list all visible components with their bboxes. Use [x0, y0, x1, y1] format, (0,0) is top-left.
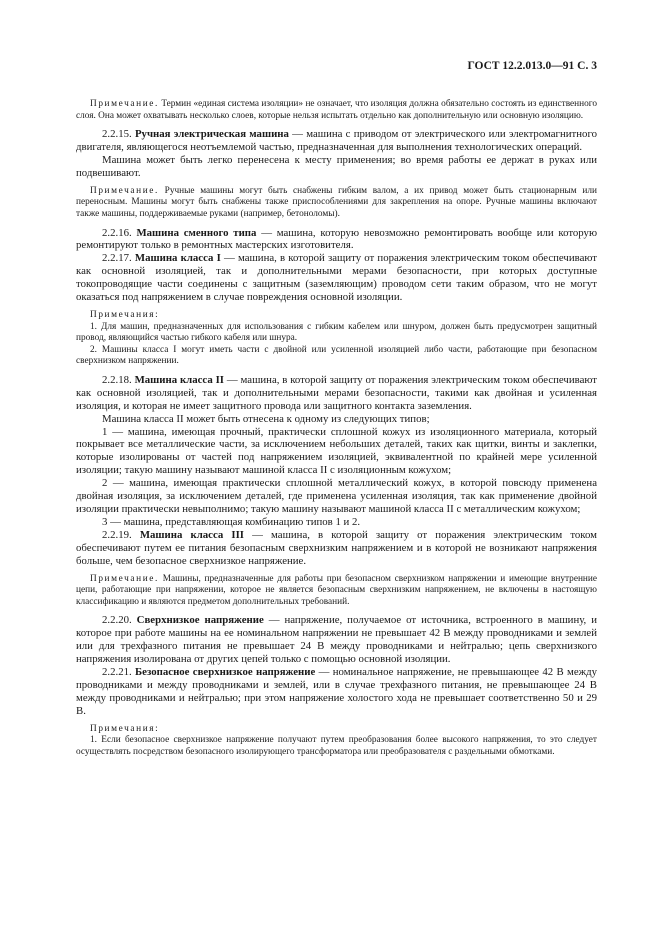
clause-2-2-21 — [76, 666, 597, 718]
note-label: Примечание. — [90, 185, 159, 196]
clause-number: 2.2.21. — [102, 665, 132, 678]
note-text: Машины, предназначенные для работы при безопасном сверхнизком напряжении и имеющие внутренние цепи, работающие при напряжении, которое не является безопасным сверхнизким напряжением, не включены в настоящую классификацию и являются предметом дополнительных требований. — [76, 573, 598, 607]
clause-text: — машина, в которой защиту от поражения электрическим током обеспечивают путем ее питания безопасным сверхнизким напряжением и в которой не возникают напряжения больше, чем безопасное сверхнизкое напряжение. — [76, 528, 598, 567]
clause-term: Машина класса III — [139, 528, 244, 541]
clause-number: 2.2.17. — [102, 252, 132, 265]
clause-2-2-19 — [76, 529, 597, 568]
note-text: Термин «единая система изоляции» не означает, что изоляция должна обязательно состоять из единственного слоя. Она может охватывать несколько слоев, которые нельзя испытать отдельно как дополнительную или основную изоляцию. — [76, 98, 597, 121]
clause-term: Ручная электрическая машина — [134, 128, 289, 141]
note-label: Примечания: — [90, 723, 160, 734]
clause-number: 2.2.16. — [102, 226, 132, 239]
clause-term: Машина класса II — [134, 373, 225, 386]
clause-paragraph: Машина класса II может быть отнесена к одному из следующих типов; — [102, 412, 430, 425]
note-block — [76, 99, 597, 122]
clause-text: — напряжение, получаемое от источника, встроенного в машину, и которое при работе машины на ее номинальном напряжении не превышает 42 В между проводниками и землей или для трехфазного питания не превышает 24 В между проводниками и нейтралью; цепь сверхнизкого напряжения изолирована от других цепей только с помощью основной изоляции. — [76, 614, 597, 665]
type-item-2: 2 — машина, имеющая практически сплошной металлический кожух, в которой повсюду применена двойная изоляция, за исключением деталей, где применена усиленная изоляция, так как применение двойной изоляции практически невыполнимо; такую машину называют машиной класса II с металлическим кожухом; — [76, 477, 597, 515]
clause-text: — машина, в которой защиту от поражения электрическим током обеспечивают как основной изоляцией, так и дополнительными мерами безопасности, такими как двойная и усиленная изоляция, и которая не имеет защитного провода или защитного контакта заземления. — [76, 373, 598, 412]
clause-number: 2.2.20. — [102, 614, 132, 627]
clause-term: Сверхнизкое напряжение — [136, 614, 264, 627]
notes-block — [76, 724, 597, 759]
clause-text: — машина с приводом от электрического или электромагнитного двигателя, являющегося неотъемлемой частью, предназначенная для выполнения технологических операций. — [76, 128, 597, 153]
note-item: 1. Если безопасное сверхнизкое напряжение получают путем преобразования более высокого напряжения, то это следует осуществлять посредством безопасного изолирующего трансформатора или преобразователя с раздельными обмотками. — [76, 735, 597, 757]
clause-2-2-18 — [76, 374, 597, 413]
notes-label — [76, 310, 597, 322]
clause-2-2-17 — [76, 252, 597, 304]
type-item-1: 1 — машина, имеющая прочный, практически сплошной кожух из изоляционного материала, который покрывает все металлические части, за исключением небольших деталей, таких как щитки, винты и заклепки, которые изолированы от частей под напряжением изоляцией, эквивалентной по крайней мере усиленной изоляции; такую машину называют машиной класса II с изоляционным кожухом; — [76, 425, 597, 477]
notes-block — [76, 310, 597, 368]
clause-term: Машина сменного типа — [136, 226, 257, 239]
note-label: Примечание. — [90, 98, 159, 109]
clause-number: 2.2.19. — [102, 528, 132, 541]
type-item-3: 3 — машина, представляющая комбинацию типов 1 и 2. — [102, 515, 361, 528]
clause-2-2-15 — [76, 128, 597, 154]
note-block — [76, 574, 597, 609]
clause-number: 2.2.15. — [102, 128, 132, 141]
clause-2-2-16 — [76, 227, 597, 253]
note-paragraph — [76, 186, 597, 221]
clause-2-2-20 — [76, 614, 597, 666]
notes-label — [76, 724, 597, 736]
clause-paragraph: Машина может быть легко перенесена к месту применения; во время работы ее держат в руках или подвешивают. — [76, 153, 597, 179]
clause-number: 2.2.18. — [102, 373, 132, 386]
clause-text: — машина, в которой защиту от поражения электрическим током обеспечивают как основной изоляцией, так и дополнительными мерами безопасности, при которых доступные токопроводящие части соединены с защитным (заземляющим) проводом сети таким образом, что не могут оказаться под напряжением в случае повреждения основной изоляции. — [76, 252, 598, 304]
clause-term: Машина класса I — [134, 252, 221, 265]
note-block — [76, 186, 597, 221]
clause-term: Безопасное сверхнизкое напряжение — [135, 665, 316, 678]
note-paragraph — [76, 574, 597, 609]
note-item: 1. Для машин, предназначенных для использования с гибким кабелем или шнуром, должен быть предусмотрен защитный провод, являющийся частью гибкого кабеля или шнура. — [76, 321, 597, 344]
clause-text: — номинальное напряжение, не превышающее 42 В между проводниками и между проводниками и землей, или в случае трехфазного питания, не превышающее 24 В между проводниками и нейтралью; при этом напряжение холостого хода не превышает соответственно 50 и 29 В. — [76, 665, 598, 717]
clause-text: — машина, которую невозможно ремонтировать вообще или которую ремонтируют только в ремонтных мастерских изготовителя. — [76, 226, 598, 252]
note-paragraph — [76, 99, 597, 122]
note-label: Примечание. — [90, 573, 159, 584]
note-label: Примечания: — [90, 309, 160, 320]
note-item: 2. Машины класса I могут иметь части с двойной или усиленной изоляцией либо части, работающие при безопасном сверхнизком напряжении. — [76, 344, 597, 367]
note-text: Ручные машины могут быть снабжены гибким валом, а их привод может быть стационарным или переносным. Машины могут быть снабжены также приспособлениями для закрепления на опоре. Ручные машины включают также машины, поддерживаемые руками (например, бетоноломы). — [76, 185, 597, 219]
page-header: ГОСТ 12.2.013.0—91 С. 3 — [467, 60, 597, 72]
